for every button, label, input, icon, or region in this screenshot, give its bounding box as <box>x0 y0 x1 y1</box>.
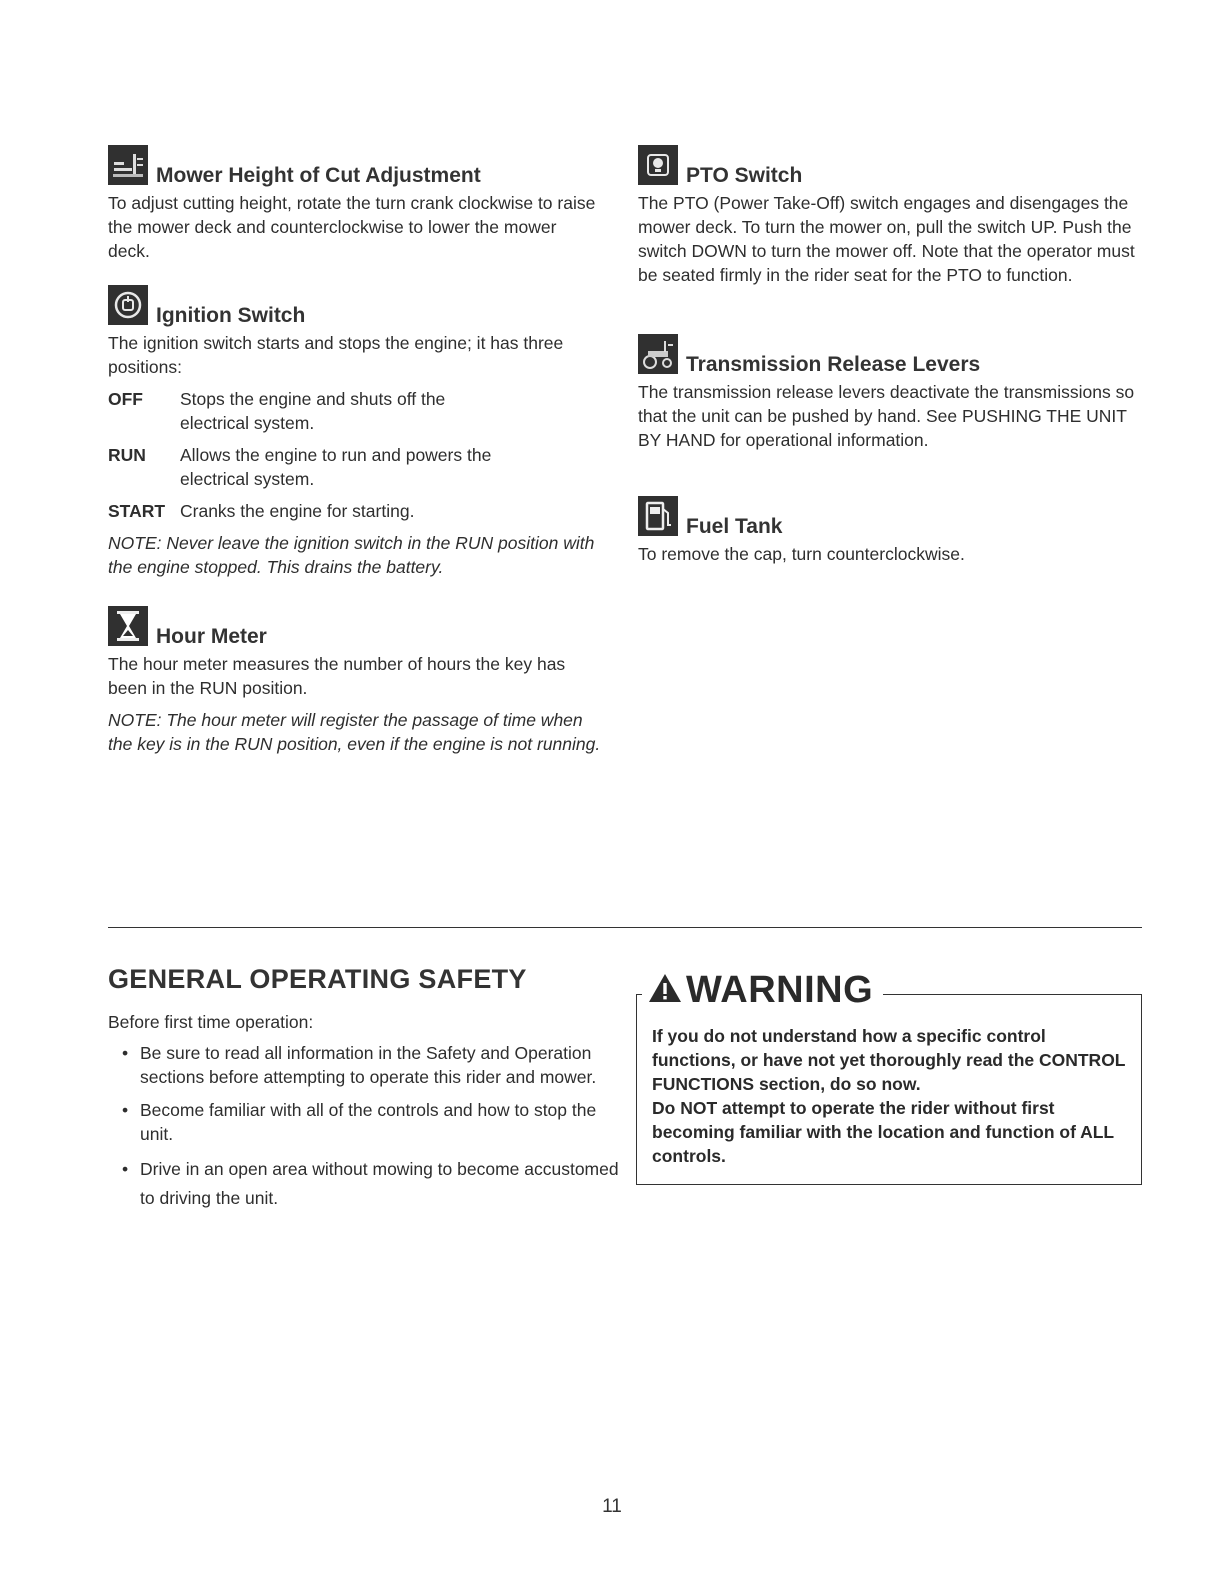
warning-text <box>652 1024 1127 1168</box>
position-term: OFF <box>108 389 143 409</box>
section-title: Transmission Release Levers <box>686 353 981 376</box>
section-title: Fuel Tank <box>686 515 783 538</box>
section-title: Mower Height of Cut Adjustment <box>156 164 481 187</box>
position-start <box>108 499 598 523</box>
warning-header <box>642 968 883 1012</box>
transmission-release-icon <box>638 334 678 374</box>
section-body: To remove the cap, turn counterclockwise. <box>638 544 965 564</box>
position-off <box>108 387 598 435</box>
warning-triangle-icon <box>648 973 682 1008</box>
list-item: • Be sure to read all information in the Safety and Operation sections before attempting to operate this rider and mower. <box>118 1041 600 1089</box>
section-title: Ignition Switch <box>156 304 306 327</box>
section-body: To adjust cutting height, rotate the turn crank clockwise to raise the mower deck and counterclockwise to lower the mower deck. <box>108 193 596 261</box>
page-number: 11 <box>602 1496 622 1517</box>
section-body: The ignition switch starts and stops the engine; it has three positions: <box>108 333 564 377</box>
section-ignition <box>108 285 598 579</box>
position-desc: Allows the engine to run and powers the electrical system. <box>180 445 492 489</box>
section-hour-meter <box>108 606 608 756</box>
warning-label: WARNING <box>686 969 874 1011</box>
fuel-pump-icon <box>638 496 678 536</box>
section-note: NOTE: Never leave the ignition switch in the RUN position with the engine stopped. This drains the battery. <box>108 533 595 577</box>
section-body: The hour meter measures the number of hours the key has been in the RUN position. <box>108 654 566 698</box>
position-desc: Stops the engine and shuts off the electrical system. <box>180 389 446 433</box>
section-title: Hour Meter <box>156 625 267 648</box>
section-header <box>638 145 1138 185</box>
list-item: • Drive in an open area without mowing to become accustomed to driving the unit. <box>118 1155 630 1213</box>
section-body: The transmission release levers deactivate the transmissions so that the unit can be pushed by hand. See PUSHING THE UNIT BY HAND for operational information. <box>638 382 1135 450</box>
section-fuel <box>638 496 1138 566</box>
section-body: The PTO (Power Take-Off) switch engages and disengages the mower deck. To turn the mower on, pull the switch UP. Push the switch DOWN to turn the mower off. Note that the operator must be seated firmly in the rider seat for the PTO to function. <box>638 193 1135 285</box>
section-title: PTO Switch <box>686 164 803 187</box>
section-divider <box>108 927 1142 928</box>
section-mower-height <box>108 145 598 263</box>
safety-list <box>118 1041 638 1222</box>
section-header <box>638 496 1138 536</box>
safety-title: GENERAL OPERATING SAFETY <box>108 964 527 994</box>
safety-intro: Before first time operation: <box>108 1012 314 1032</box>
position-term: START <box>108 501 166 521</box>
pto-switch-icon <box>638 145 678 185</box>
warning-text-2: Do NOT attempt to operate the rider without first becoming familiar with the location and function of ALL controls. <box>652 1098 1114 1166</box>
list-item: • Become familiar with all of the controls and how to stop the unit. <box>118 1098 630 1146</box>
position-desc: Cranks the engine for starting. <box>180 501 415 521</box>
position-run <box>108 443 598 491</box>
mower-height-icon <box>108 145 148 185</box>
section-header <box>638 334 1138 374</box>
section-header <box>108 145 598 185</box>
section-transmission <box>638 334 1138 452</box>
section-pto <box>638 145 1138 287</box>
section-header <box>108 285 598 325</box>
warning-text-1: If you do not understand how a specific control functions, or have not yet thoroughly read the CONTROL FUNCTIONS section, do so now. <box>652 1026 1126 1094</box>
section-note: NOTE: The hour meter will register the passage of time when the key is in the RUN position, even if the engine is not running. <box>108 710 601 754</box>
section-header <box>108 606 608 646</box>
hourglass-icon <box>108 606 148 646</box>
position-term: RUN <box>108 445 146 465</box>
ignition-key-icon <box>108 285 148 325</box>
